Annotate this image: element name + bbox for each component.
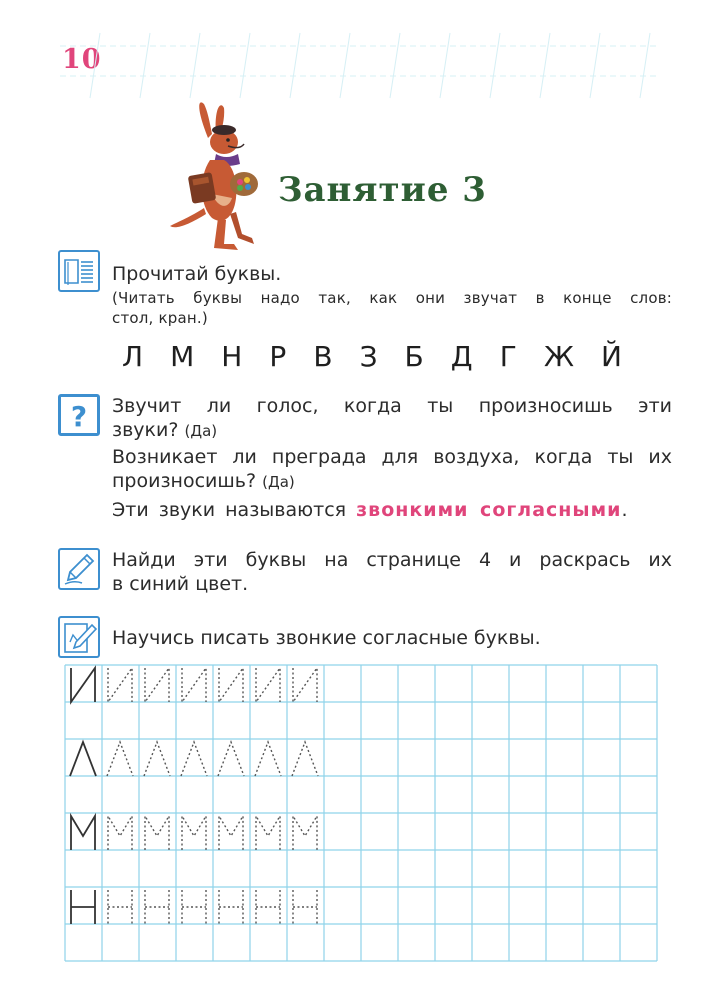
letter-10: Й bbox=[601, 340, 622, 373]
traced-letter bbox=[256, 664, 280, 702]
find-line2: в синий цвет. bbox=[112, 573, 249, 595]
letter-1: М bbox=[170, 340, 195, 373]
question-2-line2-text: произносишь? bbox=[112, 470, 257, 492]
conclusion-line bbox=[112, 498, 672, 522]
traced-letter bbox=[256, 816, 280, 850]
question-2-line1: Возникает ли преграда для воздуха, когда ты их bbox=[112, 446, 672, 468]
traced-letter bbox=[255, 742, 281, 776]
sample-letter bbox=[71, 816, 95, 850]
traced-letter bbox=[145, 816, 169, 850]
traced-letter bbox=[256, 890, 280, 924]
question-1-line2 bbox=[112, 418, 672, 443]
read-note-line2: стол, кран.) bbox=[112, 309, 208, 327]
traced-letter bbox=[182, 664, 206, 702]
pencil-icon bbox=[58, 548, 100, 590]
sample-letter bbox=[70, 742, 96, 776]
traced-letter bbox=[107, 742, 133, 776]
read-note-line1: (Читать буквы надо так, как они звучат в конце слов: bbox=[112, 289, 672, 307]
book-icon bbox=[58, 250, 100, 292]
traced-letter bbox=[182, 890, 206, 924]
traced-letter bbox=[108, 890, 132, 924]
traced-letter bbox=[218, 742, 244, 776]
traced-letter bbox=[108, 816, 132, 850]
sample-letter bbox=[71, 664, 95, 702]
traced-letter bbox=[219, 890, 243, 924]
traced-letter bbox=[108, 664, 132, 702]
question-1-line2-text: звуки? bbox=[112, 419, 179, 441]
kangaroo-mascot bbox=[168, 98, 268, 256]
conclusion-prefix: Эти звуки называются bbox=[112, 499, 347, 521]
letter-2: Н bbox=[221, 340, 243, 373]
letter-4: В bbox=[313, 340, 333, 373]
sample-letter bbox=[71, 890, 95, 924]
traced-letter bbox=[181, 742, 207, 776]
traced-letter bbox=[293, 816, 317, 850]
letter-5: З bbox=[359, 340, 378, 373]
question-1-line1: Звучит ли голос, когда ты произносишь эти bbox=[112, 395, 672, 417]
write-instruction: Научись писать звонкие согласные буквы. bbox=[112, 627, 541, 649]
decorative-grid bbox=[60, 28, 660, 103]
read-instruction: Прочитай буквы. bbox=[112, 263, 282, 285]
find-line1: Найди эти буквы на странице 4 и раскрась их bbox=[112, 549, 672, 571]
question-icon bbox=[58, 394, 100, 436]
traced-letter bbox=[219, 816, 243, 850]
traced-letter bbox=[292, 742, 318, 776]
letter-9: Ж bbox=[543, 340, 574, 373]
question-2-line2 bbox=[112, 469, 672, 494]
letters-row bbox=[122, 340, 622, 373]
find-block bbox=[112, 548, 672, 596]
notebook-pencil-icon bbox=[58, 616, 100, 658]
copybook-grid bbox=[64, 664, 664, 964]
traced-letter bbox=[293, 890, 317, 924]
letter-8: Г bbox=[499, 340, 517, 373]
traced-letter bbox=[219, 664, 243, 702]
traced-letter bbox=[145, 890, 169, 924]
letter-0: Л bbox=[122, 340, 144, 373]
question-block bbox=[112, 394, 672, 522]
traced-letter bbox=[182, 816, 206, 850]
conclusion-suffix: . bbox=[621, 499, 628, 521]
voiced-consonants-term: звонкими согласными bbox=[356, 499, 622, 521]
page-number: 10 bbox=[62, 44, 102, 75]
question-2-answer: (Да) bbox=[262, 473, 295, 491]
lesson-title: Занятие 3 bbox=[278, 170, 487, 210]
grid-lines bbox=[65, 665, 657, 961]
letter-7: Д bbox=[450, 340, 473, 373]
traced-letter bbox=[293, 664, 317, 702]
letter-3: Р bbox=[269, 340, 287, 373]
read-note bbox=[112, 288, 672, 328]
question-1-answer: (Да) bbox=[184, 422, 218, 440]
traced-letter bbox=[145, 664, 169, 702]
letter-6: Б bbox=[404, 340, 424, 373]
traced-letter bbox=[144, 742, 170, 776]
svg-text:?: ? bbox=[70, 400, 88, 433]
